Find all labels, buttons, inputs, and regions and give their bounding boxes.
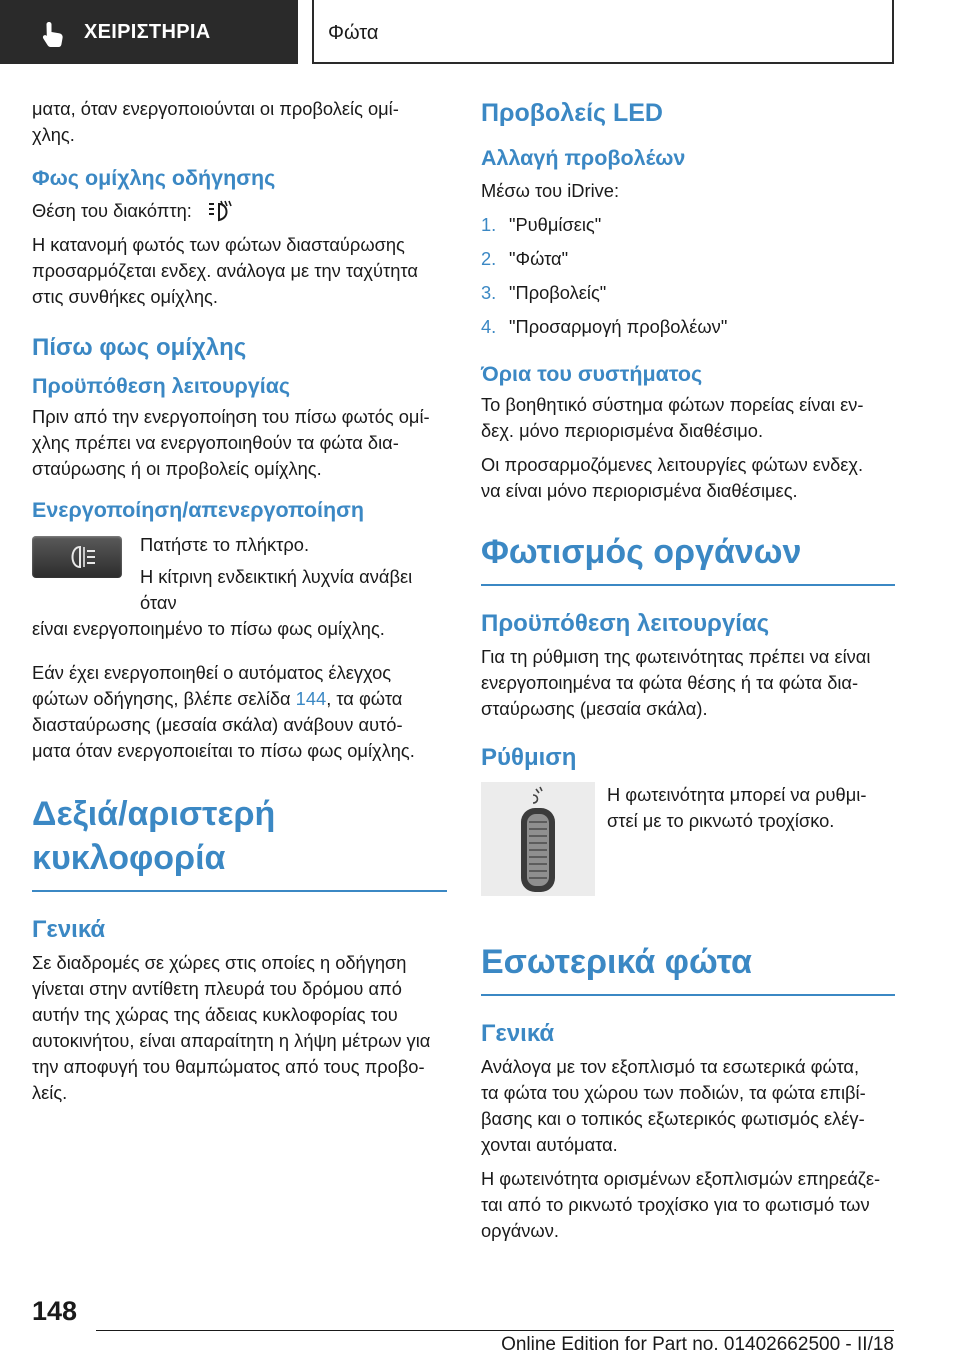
switch-position-line [32,198,447,224]
rear-fog-button-block [32,532,447,642]
interior-general-heading: Γενικά [481,1020,555,1047]
prerequisite-heading: Προϋπόθεση λειτουργίας [32,374,291,399]
rear-fog-button-image [32,536,122,578]
rear-fog-button-icon [32,536,122,578]
step-text: "Προσαρμογή προβολέων" [509,316,728,337]
auto-control-text: φώτων οδήγησης, βλέπε σελίδα [32,688,296,710]
page-section-title: Φώτα [328,22,379,44]
thumbwheel-icon [481,782,595,896]
step-item [481,212,895,238]
auto-control-text: , τα φώτα [326,688,403,710]
general-text-line: Σε διαδρομές σε χώρες στις οποίες η οδήγηση [32,952,407,974]
instrument-prereq-line: Για τη ρύθμιση της φωτεινότητας πρέπει να είναι [481,646,871,667]
adjustment-block [481,782,895,900]
interior-text-line: τα φώτα του χώρου των ποδιών, τα φώτα επιβί- [481,1082,866,1103]
fog-driving-light-heading: Φως ομίχλης οδήγησης [32,166,276,190]
fog-desc-line: προσαρμόζεται ενδεχ. ανάλογα με την ταχύτητα [32,260,418,282]
fog-desc-line: Η κατανομή φωτός των φώτων διασταύρωσης [32,234,405,256]
chapter-header [312,0,894,64]
manual-section-label: ΧΕΙΡΙΣΤΗΡΙΑ [84,21,211,43]
prerequisite-text-line: σταύρωσης ή οι προβολείς ομίχλης. [32,458,322,480]
idrive-steps [481,212,895,340]
prerequisite-text-line: Πριν από την ενεργοποίηση του πίσω φωτός ομί- [32,406,430,428]
right-column [481,96,895,1244]
general-text-line: λείς. [32,1082,68,1104]
step-number: 2. [481,248,497,269]
adjustment-heading: Ρύθμιση [481,744,577,771]
intro-text-line: χλης. [32,124,75,145]
general-text-line: την αποφυγή του θαμπώματος από τους προβο- [32,1056,425,1078]
step-text: "Προβολείς" [509,282,607,303]
step-number: 3. [481,282,497,303]
prerequisite-text-line: χλης πρέπει να ενεργοποιηθούν τα φώτα δια- [32,432,399,454]
step-item [481,314,895,340]
step-number: 1. [481,214,497,235]
rear-fog-light-heading: Πίσω φως ομίχλης [32,334,247,362]
change-headlights-heading: Αλλαγή προβολέων [481,146,686,170]
traffic-heading-line: κυκλοφορία [32,839,226,878]
page-number: 148 [32,1296,78,1326]
step-text: "Φώτα" [509,248,569,269]
interior-lights-heading: Εσωτερικά φώτα [481,943,752,981]
step-text: "Ρυθμίσεις" [509,214,602,235]
instrument-lighting-heading: Φωτισμός οργάνων [481,533,802,571]
limits-text-line: Το βοηθητικό σύστημα φώτων πορείας είναι εν- [481,394,864,415]
left-column [32,96,447,1106]
edition-footer: Online Edition for Part no. 01402662500 - II/18 [501,1334,894,1355]
interior-text-line: οργάνων. [481,1220,559,1241]
footer-divider [96,1330,894,1331]
instrument-prereq-line: σταύρωσης (μεσαία σκάλα). [481,698,708,719]
interior-text-line: ται από το ρικνωτό τροχίσκο για το φωτισμό των [481,1194,870,1215]
idrive-intro: Μέσω του iDrive: [481,180,620,201]
indicator-text-line: είναι ενεργοποιημένο το πίσω φως ομίχλης. [32,618,385,640]
general-text-line: αυτοκινήτου, είναι απαραίτητη η λήψη μέτρων για [32,1030,431,1052]
indicator-text-line: Η κίτρινη ενδεικτική λυχνία ανάβει όταν [140,566,413,614]
intro-text-line: ματα, όταν ενεργοποιούνται οι προβολείς ομί- [32,98,399,119]
auto-control-line: διασταύρωσης (μεσαία σκάλα) ανάβουν αυτό- [32,714,403,736]
auto-control-line: Εάν έχει ενεργοποιηθεί ο αυτόματος έλεγχος [32,662,392,684]
manual-section-tab[interactable] [0,0,298,64]
switch-position-label: Θέση του διακόπτη: [32,200,192,221]
auto-control-line: ματα όταν ενεργοποιείται το πίσω φως ομίχλης. [32,740,415,762]
general-heading: Γενικά [32,916,106,944]
adjustment-text-line: στεί με το ρικνωτό τροχίσκο. [607,810,835,831]
limits-text-line: να είναι μόνο περιορισμένα διαθέσιμες. [481,480,798,501]
led-headlights-heading: Προβολείς LED [481,99,663,127]
instrument-prerequisite-heading: Προϋπόθεση λειτουργίας [481,610,770,637]
traffic-heading-line: Δεξιά/αριστερή [32,795,276,834]
hand-pointer-icon [40,20,66,48]
interior-text-line: Ανάλογα με τον εξοπλισμό τα εσωτερικά φώτα, [481,1056,860,1077]
fog-light-switch-icon [207,200,233,224]
instrument-prereq-line: ενεργοποιημένα τα φώτα θέσης ή τα φώτα δια- [481,672,859,693]
interior-text-line: βασης και ο τοπικός εξωτερικός φωτισμός ελέγ- [481,1108,865,1129]
fog-desc-line: στις συνθήκες ομίχλης. [32,286,218,308]
auto-control-line [32,686,447,712]
interior-text-line: Η φωτεινότητα ορισμένων εξοπλισμών επηρεάζε- [481,1168,881,1189]
activation-heading: Ενεργοποίηση/απενεργοποίηση [32,498,364,523]
general-text-line: αυτήν της χώρας της άδειας κυκλοφορίας του [32,1004,398,1026]
step-item [481,246,895,272]
interior-text-line: χονται αυτόματα. [481,1134,618,1155]
limits-text-line: δεχ. μόνο περιορισμένα διαθέσιμο. [481,420,764,441]
traffic-side-heading [32,792,447,880]
step-item [481,280,895,306]
step-number: 4. [481,316,497,337]
system-limits-heading: Όρια του συστήματος [481,362,703,386]
adjustment-text-line: Η φωτεινότητα μπορεί να ρυθμι- [607,784,867,805]
thumbwheel-image [481,782,595,896]
general-text-line: γίνεται στην αντίθετη πλευρά του δρόμου από [32,978,402,1000]
page-reference-link[interactable]: 144 [295,688,327,710]
press-key-text: Πατήστε το πλήκτρο. [140,534,310,556]
limits-text-line: Οι προσαρμοζόμενες λειτουργίες φώτων ενδεχ. [481,454,864,475]
